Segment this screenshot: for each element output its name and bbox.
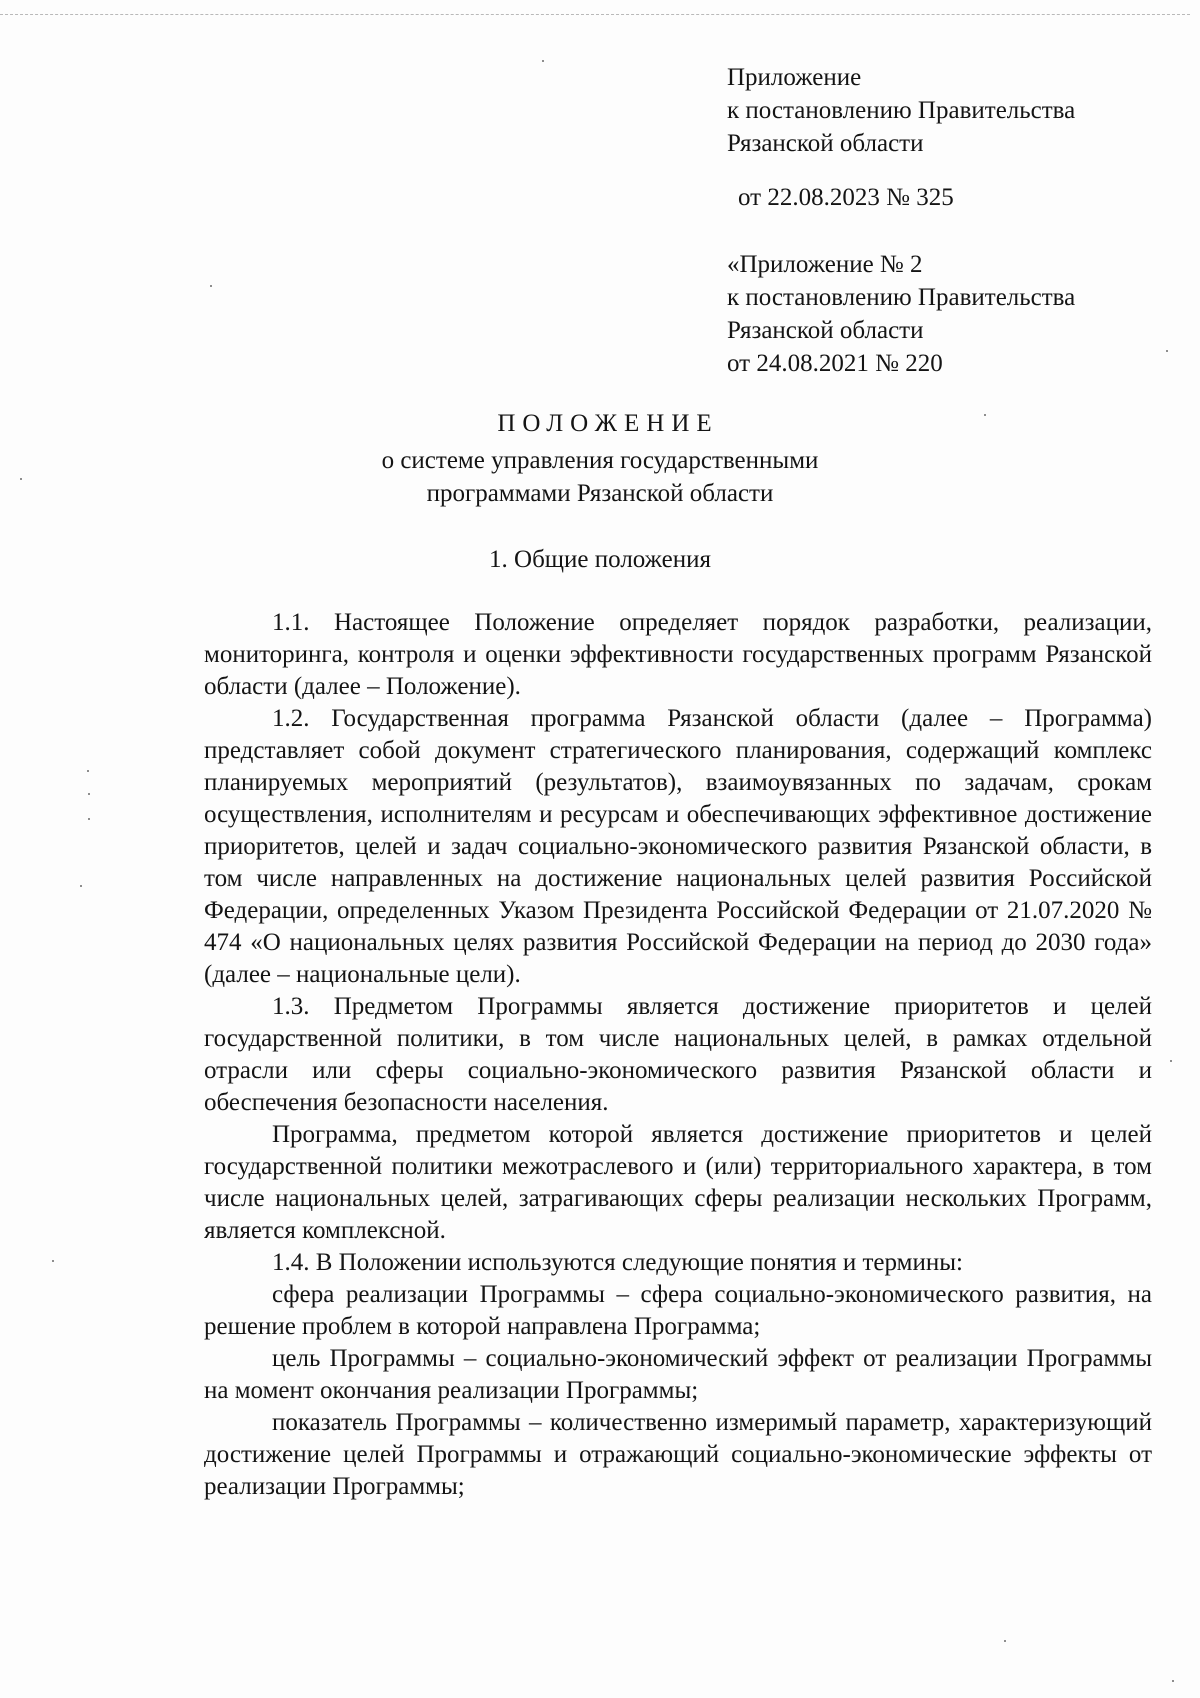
scan-speck	[80, 885, 82, 887]
document-subtitle	[0, 444, 1200, 510]
scan-speck	[1166, 350, 1168, 352]
quoted-appendix-line: «Приложение № 2	[727, 251, 923, 278]
quoted-appendix-line: Рязанской области	[727, 317, 924, 344]
paragraph: 1.1. Настоящее Положение определяет порядок разработки, реализации, мониторинга, контроля и оценки эффективности государственных программ Рязанской области (далее – Положение).	[204, 609, 1152, 700]
paragraph: Программа, предметом которой является достижение приоритетов и целей государственной политики межотраслевого и (или) территориального характера, в том числе национальных целей, затрагивающих сферы реализации нескольких Программ, является комплексной.	[204, 1121, 1152, 1244]
paragraph: 1.4. В Положении используются следующие понятия и термины:	[272, 1249, 963, 1276]
quoted-appendix-line: к постановлению Правительства	[727, 284, 1076, 311]
document-subtitle-line: программами Рязанской области	[426, 480, 774, 507]
document-subtitle-line: о системе управления государственными	[381, 447, 819, 474]
paragraph: 1.2. Государственная программа Рязанской области (далее – Программа) представляет собой документ стратегического планирования, содержащий комплекс планируемых мероприятий (результатов), взаимоувязанных по задачам, срокам осуществления, исполнителям и ресурсам и обеспечивающих эффективное достижение приоритетов, целей и задач социально-экономического развития Рязанской области, в том числе направленных на достижение национальных целей развития Российской Федерации, определенных Указом Президента Российской Федерации от 21.07.2020 № 474 «О национальных целях развития Российской Федерации на период до 2030 года» (далее – национальные цели).	[204, 705, 1152, 988]
paragraph: сфера реализации Программы – сфера социально-экономического развития, на решение проблем в которой направлена Программа;	[204, 1281, 1152, 1340]
quoted-appendix-header	[727, 248, 1075, 380]
document-body	[204, 607, 1152, 1503]
scan-speck	[88, 793, 90, 795]
paragraph: показатель Программы – количественно измеримый параметр, характеризующий достижение целей Программы и отражающий социально-экономические эффекты от реализации Программы;	[204, 1409, 1152, 1500]
scan-speck	[1172, 1680, 1174, 1682]
scan-speck	[1004, 1640, 1006, 1642]
appendix-line: Приложение	[727, 64, 862, 91]
scan-speck	[542, 60, 544, 62]
paragraph: цель Программы – социально-экономический эффект от реализации Программы на момент окончания реализации Программы;	[204, 1345, 1152, 1404]
scan-speck	[1170, 1060, 1172, 1062]
appendix-date-line: от 22.08.2023 № 325	[738, 184, 954, 211]
section-heading: 1. Общие положения	[489, 546, 711, 573]
appendix-header	[727, 61, 1075, 160]
scan-speck	[52, 1260, 54, 1262]
scan-edge-line	[0, 14, 1190, 15]
paragraph: 1.3. Предметом Программы является достижение приоритетов и целей государственной политики, в том числе национальных целей, в рамках отдельной отрасли или сферы социально-экономического развития Рязанской области и обеспечения безопасности населения.	[204, 993, 1152, 1116]
document-title: ПОЛОЖЕНИЕ	[497, 410, 719, 437]
appendix-line: Рязанской области	[727, 130, 924, 157]
appendix-date	[738, 181, 954, 214]
scan-speck	[210, 285, 212, 287]
quoted-appendix-line: от 24.08.2021 № 220	[727, 350, 943, 377]
scan-speck	[88, 818, 90, 820]
appendix-line: к постановлению Правительства	[727, 97, 1076, 124]
scan-speck	[87, 770, 89, 772]
